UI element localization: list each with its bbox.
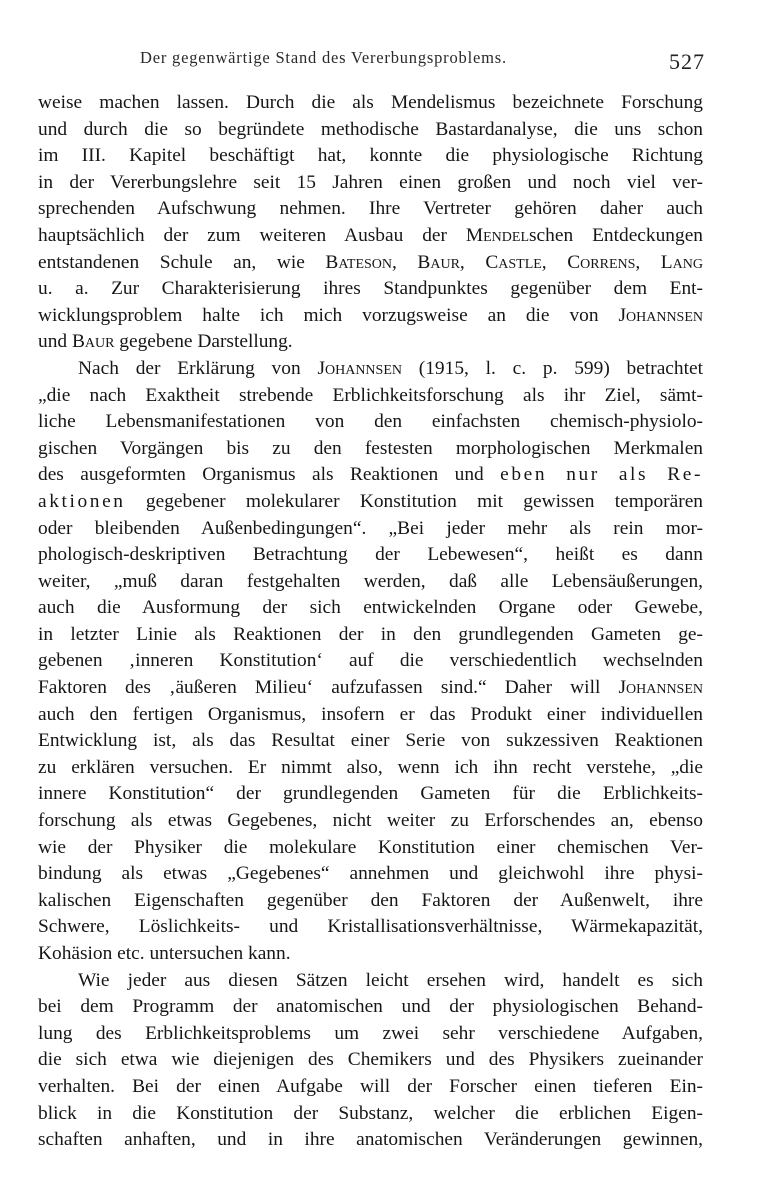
spaced-emphasis: eben nur als Re- bbox=[500, 464, 704, 486]
running-head: Der gegenwärtige Stand des Vererbungsproblems. bbox=[140, 48, 507, 67]
text-line bbox=[38, 1101, 703, 1128]
text-line bbox=[38, 462, 703, 489]
text-line bbox=[38, 994, 703, 1021]
text-line bbox=[38, 356, 703, 383]
text-run: liche Lebensmanifestationen von den einfachsten chemisch-physiolo- bbox=[38, 411, 703, 433]
text-run: verhalten. Bei der einen Aufgabe will der Forscher einen tieferen Ein- bbox=[38, 1075, 703, 1097]
text-run: die sich etwa wie diejenigen des Chemikers und des Physikers zueinander bbox=[38, 1049, 703, 1071]
text-run: im III. Kapitel beschäftigt hat, konnte die physiologische Richtung bbox=[38, 145, 703, 167]
text-run: in letzter Linie als Reaktionen der in den grundlegenden Gameten ge- bbox=[38, 623, 703, 645]
small-caps-name: Johannsen bbox=[618, 677, 703, 699]
text-line bbox=[38, 1127, 703, 1154]
text-run: schaften anhaften, und in ihre anatomischen Veränderungen gewinnen, bbox=[38, 1129, 703, 1151]
text-run: und durch die so begründete methodische Bastardanalyse, die uns schon bbox=[38, 118, 703, 140]
text-run: weise machen lassen. Durch die als Mendelismus bezeichnete Forschung bbox=[38, 92, 703, 113]
small-caps-name: Baur bbox=[71, 331, 115, 353]
text-line bbox=[38, 250, 703, 277]
text-run: u. a. Zur Charakterisierung ihres Standpunktes gegenüber dem Ent- bbox=[38, 278, 703, 300]
small-caps-name: Bateson, Baur, Castle, Correns, Lang bbox=[325, 251, 703, 273]
text-line bbox=[38, 303, 703, 330]
text-run: gischen Vorgängen bis zu den festesten morphologischen Merkmalen bbox=[38, 437, 703, 459]
text-line bbox=[38, 223, 703, 250]
text-run: auch den fertigen Organismus, insofern er das Produkt einer individuellen bbox=[38, 703, 703, 725]
text-run: bei dem Programm der anatomischen und der physiologischen Behand- bbox=[38, 996, 703, 1018]
spaced-emphasis: aktionen bbox=[38, 490, 126, 512]
text-line bbox=[38, 1047, 703, 1074]
text-run: forschung als etwas Gegebenes, nicht weiter zu Erforschendes an, ebenso bbox=[38, 810, 703, 832]
text-run: kalischen Eigenschaften gegenüber den Faktoren der Außenwelt, ihre bbox=[38, 889, 703, 911]
text-run: gegebene Darstellung. bbox=[114, 331, 293, 353]
text-line bbox=[38, 675, 703, 702]
text-line bbox=[38, 808, 703, 835]
small-caps-name: Johannsen bbox=[618, 304, 703, 326]
text-run: in der Vererbungslehre seit 15 Jahren einen großen und noch viel ver- bbox=[38, 171, 703, 193]
text-line bbox=[38, 1074, 703, 1101]
text-run: blick in die Konstitution der Substanz, welcher die erblichen Eigen- bbox=[38, 1102, 703, 1124]
text-run: „die nach Exaktheit strebende Erblichkeitsforschung als ihr Ziel, sämt- bbox=[38, 384, 703, 406]
text-line bbox=[38, 569, 703, 596]
page-number: 527 bbox=[669, 49, 705, 74]
text-line bbox=[38, 542, 703, 569]
small-caps-name: Mendel bbox=[465, 224, 530, 246]
text-line bbox=[38, 170, 703, 197]
text-line bbox=[38, 702, 703, 729]
text-line bbox=[38, 117, 703, 144]
text-line bbox=[38, 1021, 703, 1048]
text-line bbox=[38, 90, 703, 117]
small-caps-name: Johannsen bbox=[317, 357, 402, 379]
text-run: phologisch-deskriptiven Betrachtung der Lebewesen“, heißt es dann bbox=[38, 544, 703, 566]
text-line bbox=[38, 622, 703, 649]
text-run: auch die Ausformung der sich entwickelnden Organe oder Gewebe, bbox=[38, 597, 703, 619]
text-run: Wie jeder aus diesen Sätzen leicht ersehen wird, handelt es sich bbox=[78, 969, 703, 991]
text-line bbox=[38, 276, 703, 303]
text-run: Faktoren des ‚äußeren Milieu‘ aufzufassen sind.“ Daher will bbox=[38, 677, 619, 699]
text-line bbox=[38, 648, 703, 675]
body-text bbox=[38, 90, 703, 1154]
text-run: wie der Physiker die molekulare Konstitution einer chemischen Ver- bbox=[38, 836, 703, 858]
text-run: Entwicklung ist, als das Resultat einer Serie von sukzessiven Reaktionen bbox=[38, 730, 703, 752]
text-run: Nach der Erklärung von bbox=[78, 357, 318, 379]
text-run: wicklungsproblem halte ich mich vorzugsweise an die von bbox=[38, 304, 619, 326]
text-line bbox=[38, 383, 703, 410]
text-run: zu erklären versuchen. Er nimmt also, wenn ich ihn recht verstehe, „die bbox=[38, 756, 703, 778]
text-run: (1915, l. c. p. 599) betrachtet bbox=[401, 357, 703, 379]
text-line bbox=[38, 196, 703, 223]
text-run: Schwere, Löslichkeits- und Kristallisationsverhältnisse, Wärmekapazität, bbox=[38, 916, 703, 938]
text-line bbox=[38, 888, 703, 915]
text-run: gebenen ‚inneren Konstitution‘ auf die verschiedentlich wechselnden bbox=[38, 650, 703, 672]
text-line bbox=[38, 941, 703, 968]
text-run: Kohäsion etc. untersuchen kann. bbox=[38, 943, 291, 964]
text-line bbox=[38, 968, 703, 995]
text-run: oder bleibenden Außenbedingungen“. „Bei jeder mehr als rein mor- bbox=[38, 517, 703, 539]
text-line bbox=[38, 329, 703, 356]
text-line bbox=[38, 409, 703, 436]
text-line bbox=[38, 781, 703, 808]
text-line bbox=[38, 835, 703, 862]
text-run: gegebener molekularer Konstitution mit gewissen temporären bbox=[125, 490, 703, 512]
text-line bbox=[38, 143, 703, 170]
text-run: des ausgeformten Organismus als Reaktionen und bbox=[38, 464, 501, 486]
text-line bbox=[38, 516, 703, 543]
text-line bbox=[38, 755, 703, 782]
text-run: schen Entdeckungen bbox=[529, 224, 703, 246]
text-run: hauptsächlich der zum weiteren Ausbau der bbox=[38, 224, 466, 246]
text-line bbox=[38, 861, 703, 888]
text-run: innere Konstitution“ der grundlegenden Gameten für die Erblichkeits- bbox=[38, 783, 703, 805]
text-line bbox=[38, 914, 703, 941]
text-run: entstandenen Schule an, wie bbox=[38, 251, 326, 273]
text-run: lung des Erblichkeitsproblems um zwei sehr verschiedene Aufgaben, bbox=[38, 1022, 703, 1044]
text-run: bindung als etwas „Gegebenes“ annehmen und gleichwohl ihre physi- bbox=[38, 863, 703, 885]
text-line bbox=[38, 489, 703, 516]
text-line bbox=[38, 436, 703, 463]
text-line bbox=[38, 595, 703, 622]
text-run: und bbox=[38, 331, 72, 353]
text-run: weiter, „muß daran festgehalten werden, daß alle Lebensäußerungen, bbox=[38, 570, 703, 592]
text-run: sprechenden Aufschwung nehmen. Ihre Vertreter gehören daher auch bbox=[38, 198, 703, 220]
text-line bbox=[38, 728, 703, 755]
